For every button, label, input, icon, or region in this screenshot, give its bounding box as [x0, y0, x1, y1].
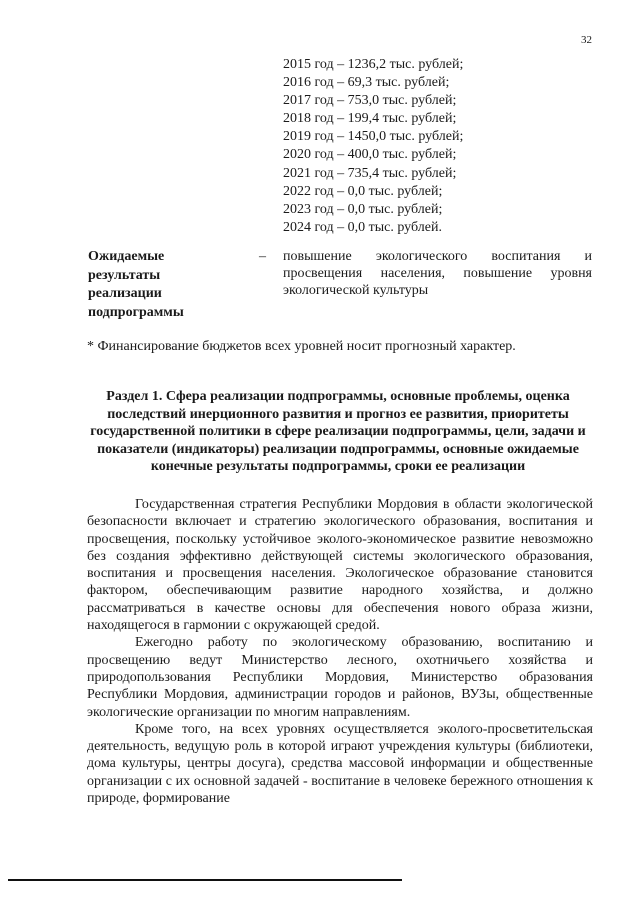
expected-results-text: повышение экологического воспитания и просвещения населения, повышение уровня экологической культуры [283, 249, 592, 298]
funding-line-2021: 2021 год – 735,4 тыс. рублей; [283, 165, 457, 181]
expected-results-dash: – [259, 249, 266, 264]
funding-line-2024: 2024 год – 0,0 тыс. рублей. [283, 219, 442, 235]
funding-line-2017: 2017 год – 753,0 тыс. рублей; [283, 93, 457, 109]
body-text [87, 496, 593, 807]
expected-results-label: Ожидаемые результаты реализации подпрограммы [88, 249, 184, 320]
section-heading: Раздел 1. Сфера реализации подпрограммы, основные проблемы, оценка последствий инерционного развития и прогноз ее развития, приоритеты государственной политики в сфере реализации подпрограммы, цели, задачи и показатели (индикаторы) реализации подпрограммы, основные ожидаемые конечные результаты подпрограммы, сроки ее реализации [90, 389, 586, 475]
funding-line-2018: 2018 год – 199,4 тыс. рублей; [283, 111, 457, 127]
funding-line-2015: 2015 год – 1236,2 тыс. рублей; [283, 57, 464, 72]
paragraph-1: Государственная стратегия Республики Мордовия в области экологической безопасности включает и стратегию экологического образования, воспитания и просвещения, поскольку устойчивое эколого-экономическое развитие невозможно без создания эффективно действующей системы экологического образования, воспитания и просвещения населения. Экологическое образование становится фактором, обеспечивающим развитие народного хозяйства, и должно рассматриваться в качестве основы для обеспечения нового образа жизни, находящегося в гармонии с окружающей средой. [87, 497, 593, 634]
paragraph-3: Кроме того, на всех уровнях осуществляется эколого-просветительская деятельность, ведущую роль в которой играют учреждения культуры (библиотеки, дома культуры, центры досуга), средства массовой информации и общественные организации с их основной задачей - воспитание в человеке бережного отношения к природе, формирование [87, 721, 593, 807]
funding-line-2022: 2022 год – 0,0 тыс. рублей; [283, 183, 443, 199]
funding-line-2023: 2023 год – 0,0 тыс. рублей; [283, 201, 443, 217]
footnote: * Финансирование бюджетов всех уровней носит прогнозный характер. [87, 339, 516, 354]
funding-line-2016: 2016 год – 69,3 тыс. рублей; [283, 75, 450, 91]
bottom-rule [8, 879, 402, 881]
funding-by-year-list [283, 56, 463, 237]
funding-line-2020: 2020 год – 400,0 тыс. рублей; [283, 147, 457, 163]
paragraph-2: Ежегодно работу по экологическому образованию, воспитанию и просвещению ведут Министерство лесного, охотничьего хозяйства и природопользования Республики Мордовия, Министерство образования Республики Мордовия, администрации городов и районов, ВУЗы, общественные экологические организации по многим направлениям. [87, 635, 593, 720]
page-number: 32 [581, 34, 592, 46]
funding-line-2019: 2019 год – 1450,0 тыс. рублей; [283, 129, 464, 145]
